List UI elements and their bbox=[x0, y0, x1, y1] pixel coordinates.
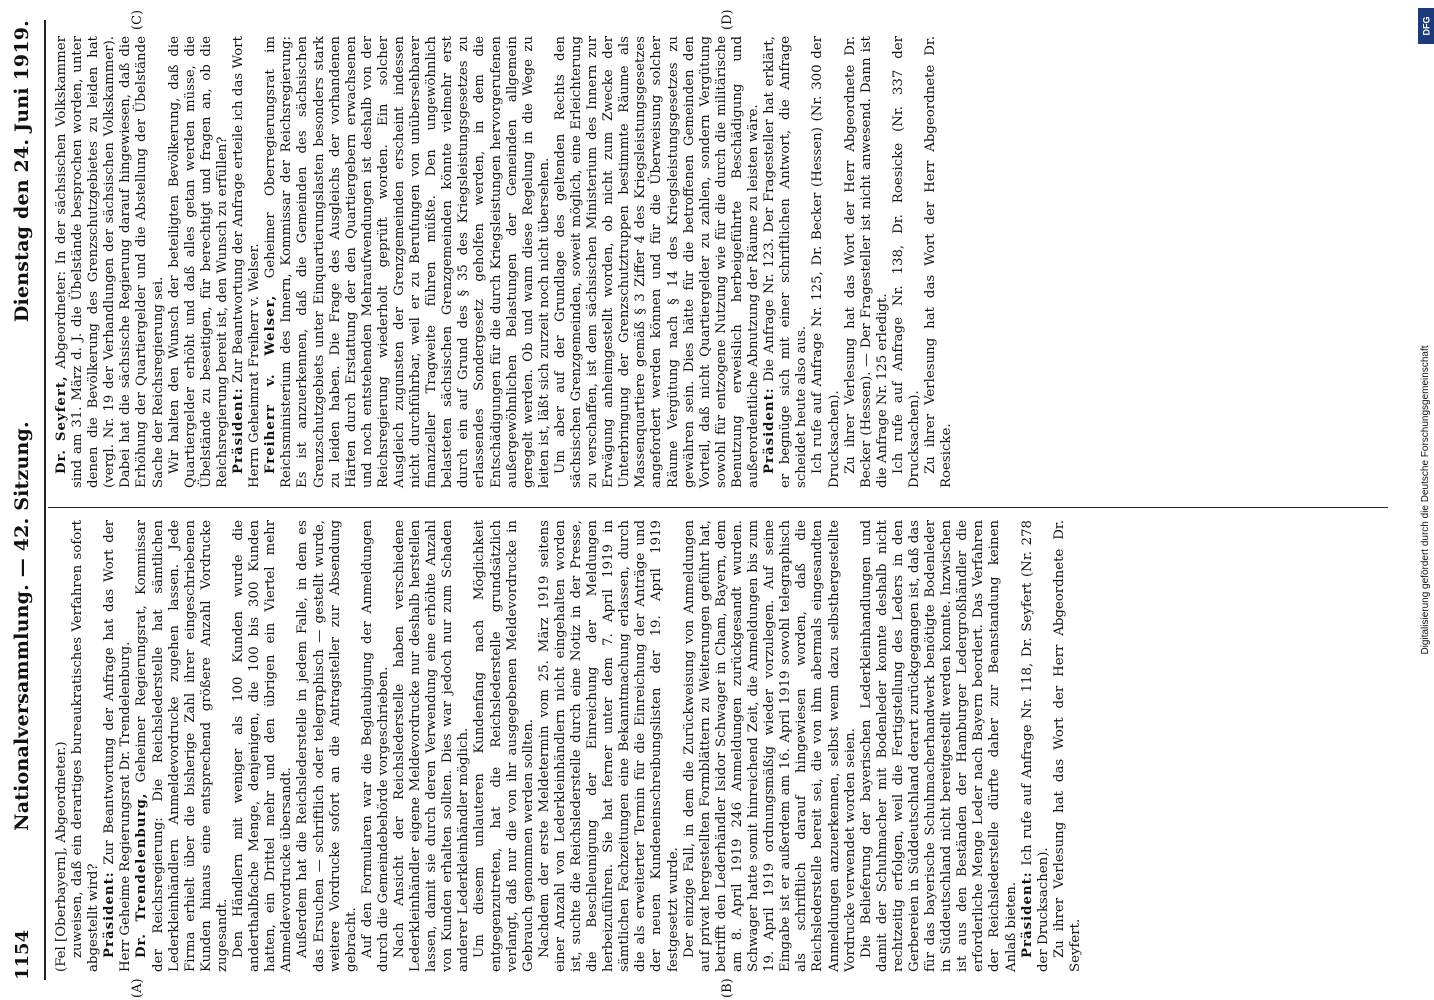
right-column-paragraph bbox=[167, 36, 231, 488]
speaker-name: Präsident: bbox=[231, 387, 247, 474]
paragraph-text: Zu ihrer Verlesung hat das Wort der Herr Abgeordnete Dr. Becker (Hessen). — Der Fragesteller ist nicht anwesend. Dann ist die Anfrage Nr. 125 erledigt. bbox=[842, 36, 890, 488]
left-column-paragraph bbox=[472, 520, 536, 972]
paragraph-text: Außerdem hat die Reichslederstelle in jedem Falle, in dem es das Ersuchen — schriftlich oder telegraphisch — gestellt wurde, weitere Vordrucke sofort an die Antragsteller zur Absendung gebracht. bbox=[295, 520, 359, 972]
paragraph-text: Zur Beantwortung der Anfrage hat das Wort der Herr Geheime Regierungsrat Dr. Trendelenburg. bbox=[102, 520, 134, 972]
right-column bbox=[54, 36, 955, 488]
paragraph-text: Geheimer Oberregierungsrat im Reichsministerium des Innern, Kommissar der Reichsregierung: Es ist anzuerkennen, daß die Gemeinden des sächsischen Grenzschutzgebiets unter Einquartierungslasten besonders stark zu leiden haben. Die Frage des Ausgleichs der vorhandenen Härten durch Erstattung der den Quartiergebern erwachsenen und noch entstehenden Mehraufwendungen ist deshalb von der Reichsregierung wiederholt geprüft worden. Ein solcher Ausgleich zugunsten der Grenzgemeinden erscheint indessen nicht durchführbar, weil er zu Berufungen von unübersehbarer finanzieller Tragweite führen müßte. Den ungewöhnlich belasteten sächsischen Grenzgemeinden könnte vielmehr erst durch ein auf Grund des § 35 des Kriegsleistungsgesetzes zu erlassendes Sondergesetz geholfen werden, in dem die Entschädigungen für die durch Kriegsleistungen hervorgerufenen außergewöhnlichen Belastungen der Gemeinden allgemein geregelt werden. Ob und wann diese Regelung in die Wege zu leiten ist, läßt sich zurzeit noch nicht übersehen. bbox=[263, 36, 552, 488]
page-header bbox=[2, 20, 42, 980]
left-column-paragraph bbox=[537, 520, 682, 972]
digitization-credit bbox=[1418, 0, 1434, 1000]
paragraph-text: Der einzige Fall, in dem die Zurückweisung von Anmeldungen auf privat hergestellten Formblättern zu Weiterungen geführt hat, betrifft den Lederhändler Isidor Schwager in Cham, Bayern, dem am 8. April 1919 246 Anmeldungen zurückgesandt wurden. Schwager hatte somit hinreichend Zeit, die Anmeldungen bis zum 19. April 1919 ordnungsmäßig wieder vorzulegen. Auf seine Eingabe ist er außerdem am 16. April 1919 sowohl telegraphisch als schriftlich darauf hingewiesen worden, daß die Reichslederstelle bereit sei, die von ihm abermals eingesandten Anmeldungen anzuerkennen, selbst wenn dazu selbsthergestellte Vordrucke verwendet worden seien. bbox=[681, 520, 858, 972]
paragraph-text: Um diesem unlauteren Kundenfang nach Möglichkeit entgegenzutreten, hat die Reichslederstelle grundsätzlich verlangt, daß nur die von ihr ausgegebenen Meldevordrucke in Gebrauch genommen werden sollten. bbox=[472, 520, 536, 972]
paragraph-text: Den Händlern mit weniger als 100 Kunden wurde die anderthalbfache Menge, denjenigen, die 100 bis 300 Kunden hatten, ein Drittel mehr und den übrigen ein Viertel mehr Anmeldevordrucke übersandt. bbox=[231, 520, 295, 972]
right-column-paragraph bbox=[231, 36, 263, 488]
margin-mark-c: (C) bbox=[130, 9, 145, 30]
right-column-paragraph bbox=[263, 36, 553, 488]
speaker-name: Präsident: bbox=[762, 387, 778, 474]
margin-mark-a: (A) bbox=[130, 978, 145, 998]
left-column-paragraph bbox=[134, 520, 231, 972]
paragraph-text: Die Belieferung der bayerischen Lederkleinhandlungen und damit der Schuhmacher mit Bodenleder konnte deshalb nicht rechtzeitig erfolgen, weil die Fertigstellung des Leders in den Gerbereien in Süddeutschland derart zurückgegangen ist, daß das für das bayerische Schuhmacherhandwerk benötigte Bodenleder in Süddeutschland nicht bereitgestellt werden konnte. Inzwischen ist aus den Beständen der Hamburger Ledergroßhändler die erforderliche Menge Leder nach Bayern beordert. Das Verfahren der Reichslederstelle dürfte daher zur Beanstandung keinen Anlaß bieten. bbox=[858, 520, 1019, 972]
speaker-name: Dr. Trendelenburg, bbox=[134, 792, 150, 958]
paragraph-text: Ich rufe auf Anfrage Nr. 138, Dr. Roesicke (Nr. 337 der Drucksachen). bbox=[890, 36, 922, 488]
paragraph-text: Wir halten den Wunsch der beteiligten Bevölkerung, daß die Quartiergelder erhöht und daß alles getan werden müsse, die Übelstände zu beseitigen, für berechtigt und fragen an, ob die Reichsregierung bereit ist, den Wunsch zu erfüllen? bbox=[166, 36, 230, 488]
left-column-paragraph bbox=[1052, 520, 1084, 972]
paragraph-text: Nachdem der erste Meldetermin vom 25. März 1919 seitens einer Anzahl von Lederkleinhändlern nicht eingehalten worden ist, suchte die Reichslederstelle durch eine Notiz in der Presse, die Beschleunigung der Einreichung der Meldungen herbeizuführen. Sie hat ferner unter dem 7. April 1919 in sämtlichen Fachzeitungen eine Bekanntmachung erlassen, durch die als erweiterter Termin für die Einreichung der Anträge und der neuen Kundeneinschreibungslisten der 19. April 1919 festgesetzt wurde. bbox=[536, 520, 681, 972]
paragraph-text: zuweisen, daß ein derartiges bureaukratisches Verfahren sofort abgestellt wird? bbox=[70, 520, 102, 972]
header-rule bbox=[44, 20, 46, 980]
paragraph-text: Abgeordneter: In der sächsischen Volkskammer sind am 31. März d. J. die Übelstände besprochen worden, unter denen die Bevölkerung des Grenzschutzgebietes zu leiden hat (vergl. Nr. 19 der Verhandlungen der sächsischen Volkskammer). Dabei hat die sächsische Regierung darauf hingewiesen, daß die Erhöhung der Quartiergelder und die Abstellung der Übelstände Sache der Reichsregierung sei. bbox=[54, 36, 166, 488]
right-column-paragraph bbox=[891, 36, 923, 488]
paragraph-text: Nach Ansicht der Reichslederstelle haben verschiedene Lederkleinhändler eigene Meldevordrucke nur deshalb herstellen lassen, damit sie durch deren Verwendung eine erhöhte Anzahl von Kunden erhalten sollten. Dies war jedoch nur zum Schaden anderer Lederkleinhändler möglich. bbox=[391, 520, 472, 972]
paragraph-text: Zu ihrer Verlesung hat das Wort der Herr Abgeordnete Dr. Seyfert. bbox=[1051, 520, 1083, 972]
speaker-name: Präsident: bbox=[1019, 871, 1035, 958]
right-column-paragraph bbox=[54, 36, 167, 488]
left-column-paragraph bbox=[859, 520, 1020, 972]
page-number: 1154 bbox=[11, 929, 33, 980]
header-title-left: Nationalversammlung. — 42. Sitzung. bbox=[11, 421, 33, 831]
paragraph-text: Zur Beantwortung der Anfrage erteile ich das Wort Herrn Geheimrat Freiherr v. Welser. bbox=[231, 36, 263, 488]
right-column-paragraph bbox=[843, 36, 891, 488]
speaker-name: Präsident: bbox=[102, 871, 118, 958]
left-column-paragraph bbox=[54, 520, 70, 972]
speaker-name: Freiherr v. Welser, bbox=[263, 294, 279, 474]
paragraph-text: Ich rufe auf Anfrage Nr. 125, Dr. Becker (Hessen) (Nr. 300 der Drucksachen). bbox=[810, 36, 842, 488]
left-column-paragraph bbox=[295, 520, 359, 972]
left-column-paragraph bbox=[392, 520, 472, 972]
credit-text: Digitalisierung gefördert durch die Deutsche Forschungsgemeinschaft bbox=[1420, 345, 1431, 655]
paragraph-text: Zu ihrer Verlesung hat das Wort der Herr Abgeordnete Dr. Roesicke. bbox=[923, 36, 955, 488]
header-title-right: Dienstag den 24. Juni 1919. bbox=[11, 20, 33, 323]
paragraph-text: Die Anfrage Nr. 123. Der Fragesteller hat erklärt, er begnüge sich mit einer schriftlichen Antwort, die Anfrage scheidet heute also aus. bbox=[762, 36, 810, 488]
left-column bbox=[54, 520, 1084, 972]
paragraph-text: Auf den Formularen war die Beglaubigung der Anmeldungen durch die Gemeindebehörde vorgeschrieben. bbox=[359, 520, 391, 972]
right-column-paragraph bbox=[553, 36, 762, 488]
paragraph-text: Ich rufe auf Anfrage Nr. 118, Dr. Seyfert (Nr. 278 der Drucksachen). bbox=[1019, 520, 1051, 972]
left-column-paragraph bbox=[360, 520, 392, 972]
right-column-paragraph bbox=[762, 36, 810, 488]
paragraph-text: (Fel [Oberbayern], Abgeordneter.) bbox=[54, 741, 69, 972]
dfg-logo-text: DFG bbox=[1421, 16, 1431, 36]
left-column-paragraph bbox=[1020, 520, 1052, 972]
dfg-logo bbox=[1418, 8, 1434, 44]
left-column-paragraph bbox=[102, 520, 134, 972]
column-divider bbox=[48, 507, 1388, 508]
paragraph-text: Um aber auf der Grundlage des geltenden Rechts den sächsischen Grenzgemeinden, soweit möglich, eine Erleichterung zu verschaffen, ist dem sächsischen Ministerium des Innern zur Erwägung anheimgestellt worden, ob nicht zum Zwecke der Unterbringung der Grenzschutztruppen bestimmte Räume als Massenquartiere gemäß § 3 Ziffer 4 des Kriegsleistungsgesetzes angefordert werden können und für die Überweisung solcher Räume Vergütung nach § 14 des Kriegsleistungsgesetzes zu gewähren sein. Dies hätte für die betroffenen Gemeinden den Vorteil, daß nicht Quartiergelder zu zahlen, sondern Vergütung sowohl für entzogene Nutzung wie für die durch die militärische Benutzung erweislich herbeigeführte Beschädigung und außerordentliche Abnutzung der Räume zu leisten wäre. bbox=[552, 36, 762, 488]
right-column-paragraph bbox=[810, 36, 842, 488]
right-column-paragraph bbox=[923, 36, 955, 488]
paragraph-text: Geheimer Regierungsrat, Kommissar der Reichsregierung: Die Reichslederstelle hat sämtlichen Lederkleinhändlern Anmeldevordrucke zugehen lassen. Jede Firma erhielt über die bisherige Zahl ihrer eingeschriebenen Kunden hinaus eine entsprechend größere Anzahl Vordrucke zugesandt. bbox=[134, 519, 230, 972]
speaker-name: Dr. Seyfert, bbox=[54, 375, 69, 474]
left-column-paragraph bbox=[70, 520, 102, 972]
left-column-paragraph bbox=[231, 520, 295, 972]
left-column-paragraph bbox=[682, 520, 859, 972]
margin-mark-d: (D) bbox=[720, 9, 735, 30]
margin-mark-b: (B) bbox=[720, 978, 735, 998]
